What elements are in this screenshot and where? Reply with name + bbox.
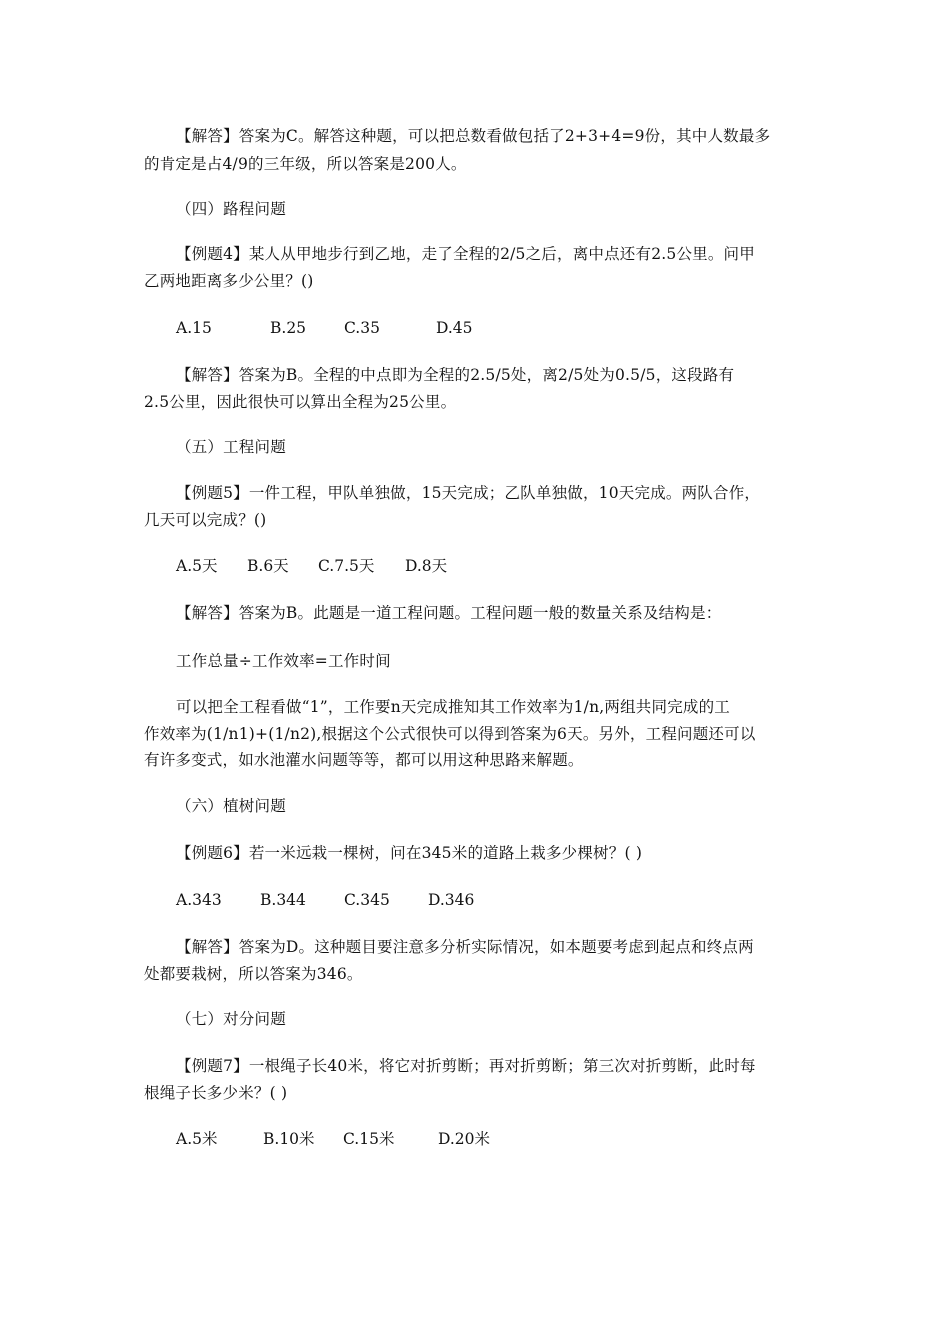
answer-6-line-1: 【解答】答案为D。这种题目要注意多分析实际情况，如本题要考虑到起点和终点两 bbox=[176, 938, 754, 956]
option-b: B.344 bbox=[260, 891, 306, 909]
option-c: C.7.5天 bbox=[318, 557, 375, 575]
section-heading-5: （五）工程问题 bbox=[176, 438, 286, 456]
option-c: C.15米 bbox=[343, 1130, 395, 1148]
answer-5-line-1: 【解答】答案为B。此题是一道工程问题。工程问题一般的数量关系及结构是： bbox=[176, 604, 722, 622]
question-7-line-1: 【例题7】一根绳子长40米，将它对折剪断；再对折剪断；第三次对折剪断，此时每 bbox=[176, 1057, 756, 1075]
option-c: C.35 bbox=[344, 319, 380, 337]
option-b: B.10米 bbox=[263, 1130, 315, 1148]
answer-5-line-5: 有许多变式，如水池灌水问题等等，都可以用这种思路来解题。 bbox=[144, 751, 584, 769]
option-d: D.45 bbox=[436, 319, 473, 337]
option-a: A.15 bbox=[176, 319, 212, 337]
question-4-line-1: 【例题4】某人从甲地步行到乙地，走了全程的2/5之后，离中点还有2.5公里。问甲 bbox=[176, 245, 755, 263]
option-a: A.343 bbox=[176, 891, 222, 909]
question-5-line-1: 【例题5】一件工程，甲队单独做，15天完成；乙队单独做，10天完成。两队合作， bbox=[176, 484, 761, 502]
formula-line: 工作总量÷工作效率=工作时间 bbox=[176, 652, 391, 670]
section-heading-6: （六）植树问题 bbox=[176, 797, 286, 815]
question-7-line-2: 根绳子长多少米？( ) bbox=[144, 1084, 288, 1102]
question-4-line-2: 乙两地距离多少公里？() bbox=[144, 272, 314, 290]
question-6-line-1: 【例题6】若一米远栽一棵树，问在345米的道路上栽多少棵树？( ) bbox=[176, 844, 643, 862]
option-a: A.5天 bbox=[176, 557, 218, 575]
option-b: B.6天 bbox=[247, 557, 289, 575]
question-5-line-2: 几天可以完成？() bbox=[144, 511, 267, 529]
answer-4-line-2: 2.5公里，因此很快可以算出全程为25公里。 bbox=[144, 393, 457, 411]
option-c: C.345 bbox=[344, 891, 390, 909]
answer-3-line-1: 【解答】答案为C。解答这种题，可以把总数看做包括了2+3+4=9份，其中人数最多 bbox=[176, 127, 771, 145]
answer-4-line-1: 【解答】答案为B。全程的中点即为全程的2.5/5处，离2/5处为0.5/5，这段路有 bbox=[176, 366, 735, 384]
section-heading-7: （七）对分问题 bbox=[176, 1010, 286, 1028]
section-heading-4: （四）路程问题 bbox=[176, 200, 286, 218]
answer-5-line-4: 作效率为(1/n1)+(1/n2),根据这个公式很快可以得到答案为6天。另外，工程问题还可以 bbox=[144, 725, 756, 743]
answer-3-line-2: 的肯定是占4/9的三年级，所以答案是200人。 bbox=[144, 155, 467, 173]
answer-6-line-2: 处都要栽树，所以答案为346。 bbox=[144, 965, 363, 983]
option-d: D.20米 bbox=[438, 1130, 491, 1148]
option-b: B.25 bbox=[270, 319, 307, 337]
option-d: D.346 bbox=[428, 891, 475, 909]
answer-5-line-3: 可以把全工程看做“1”，工作要n天完成推知其工作效率为1/n,两组共同完成的工 bbox=[176, 698, 730, 716]
option-a: A.5米 bbox=[176, 1130, 218, 1148]
option-d: D.8天 bbox=[405, 557, 448, 575]
